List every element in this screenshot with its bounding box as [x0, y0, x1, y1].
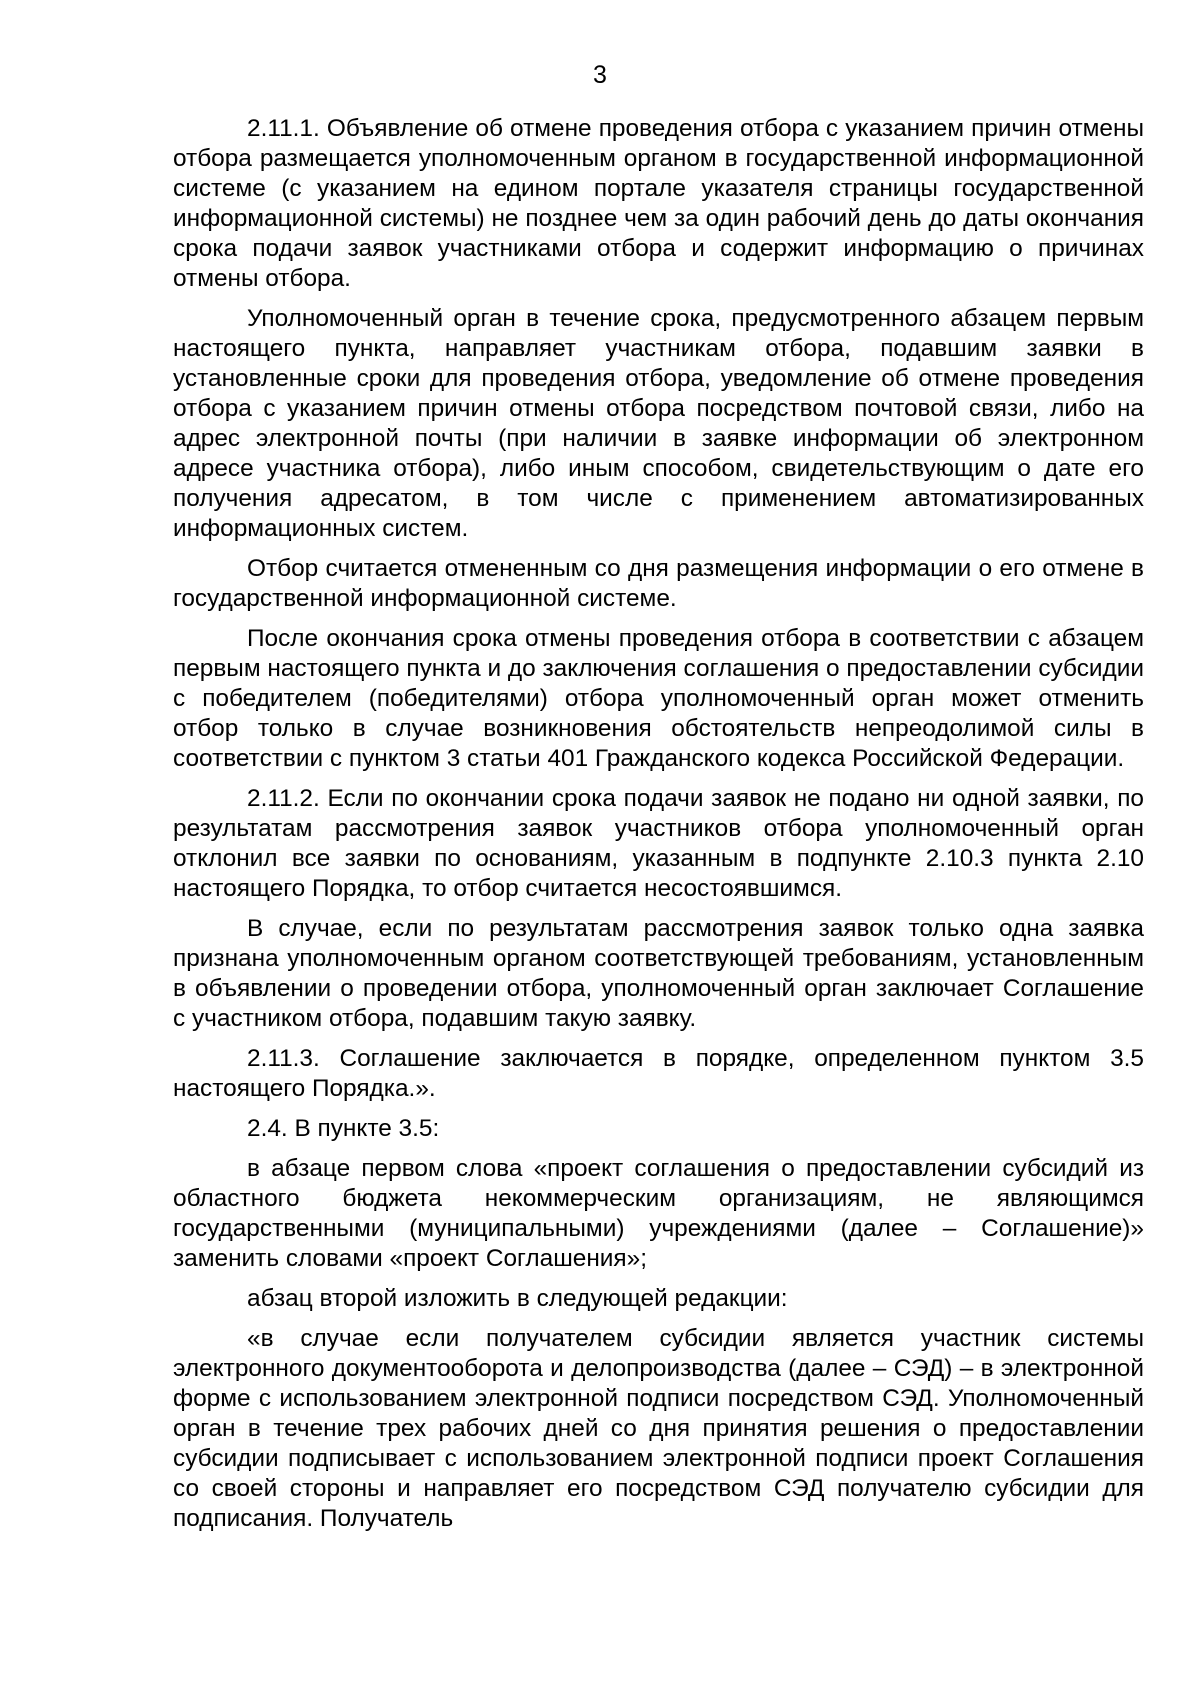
page-number: 3 — [593, 61, 607, 89]
paragraph-first-clause-amendment: в абзаце первом слова «проект соглашения о предоставлении субсидий из областного бюджета некоммерческим организациям, не являющимся государственными (муниципальными) учреждениями (далее – Соглашение)» заменить словами «проект Соглашения»; — [173, 1155, 1144, 1272]
paragraph-single-application: В случае, если по результатам рассмотрения заявок только одна заявка признана уполномоченным органом соответствующей требованиям, установленным в объявлении о проведении отбора, уполномоченный орган заключает Соглашение с участником отбора, подавшим такую заявку. — [173, 915, 1144, 1032]
paragraph-notification: Уполномоченный орган в течение срока, предусмотренного абзацем первым настоящего пункта, направляет участникам отбора, подавшим заявки в установленные сроки для проведения отбора, уведомление об отмене проведения отбора с указанием причин отмены отбора посредством почтовой связи, либо на адрес электронной почты (при наличии в заявке информации об электронном адресе участника отбора), либо иным способом, свидетельствующим о дате его получения адресатом, в том числе с применением автоматизированных информационных систем. — [173, 305, 1144, 542]
paragraph-cancellation-date: Отбор считается отмененным со дня размещения информации о его отмене в государственной информационной системе. — [173, 555, 1144, 612]
paragraph-2-11-2: 2.11.2. Если по окончании срока подачи заявок не подано ни одной заявки, по результатам рассмотрения заявок участников отбора уполномоченный орган отклонил все заявки по основаниям, указанным в подпункте 2.10.3 пункта 2.10 настоящего Порядка, то отбор считается несостоявшимся. — [173, 785, 1144, 902]
document-body — [173, 114, 1144, 1534]
paragraph-second-clause-heading: абзац второй изложить в следующей редакции: — [247, 1285, 788, 1312]
paragraph-2-11-1: 2.11.1. Объявление об отмене проведения отбора с указанием причин отмены отбора размещается уполномоченным органом в государственной информационной системе (с указанием на едином портале указателя страницы государственной информационной системы) не позднее чем за один рабочий день до даты окончания срока подачи заявок участниками отбора и содержит информацию о причинах отмены отбора. — [173, 115, 1144, 292]
paragraph-2-4: 2.4. В пункте 3.5: — [247, 1115, 440, 1142]
paragraph-2-11-3: 2.11.3. Соглашение заключается в порядке, определенном пунктом 3.5 настоящего Порядка.». — [173, 1045, 1144, 1102]
paragraph-force-majeure: После окончания срока отмены проведения отбора в соответствии с абзацем первым настоящего пункта и до заключения соглашения о предоставлении субсидии с победителем (победителями) отбора уполномоченный орган может отменить отбор только в случае возникновения обстоятельств непреодолимой силы в соответствии с пунктом 3 статьи 401 Гражданского кодекса Российской Федерации. — [173, 625, 1144, 772]
paragraph-sed-procedure: «в случае если получателем субсидии является участник системы электронного документооборота и делопроизводства (далее – СЭД) – в электронной форме с использованием электронной подписи посредством СЭД. Уполномоченный орган в течение трех рабочих дней со дня принятия решения о предоставлении субсидии подписывает с использованием электронной подписи проект Соглашения со своей стороны и направляет его посредством СЭД получателю субсидии для подписания. Получатель — [173, 1325, 1144, 1532]
